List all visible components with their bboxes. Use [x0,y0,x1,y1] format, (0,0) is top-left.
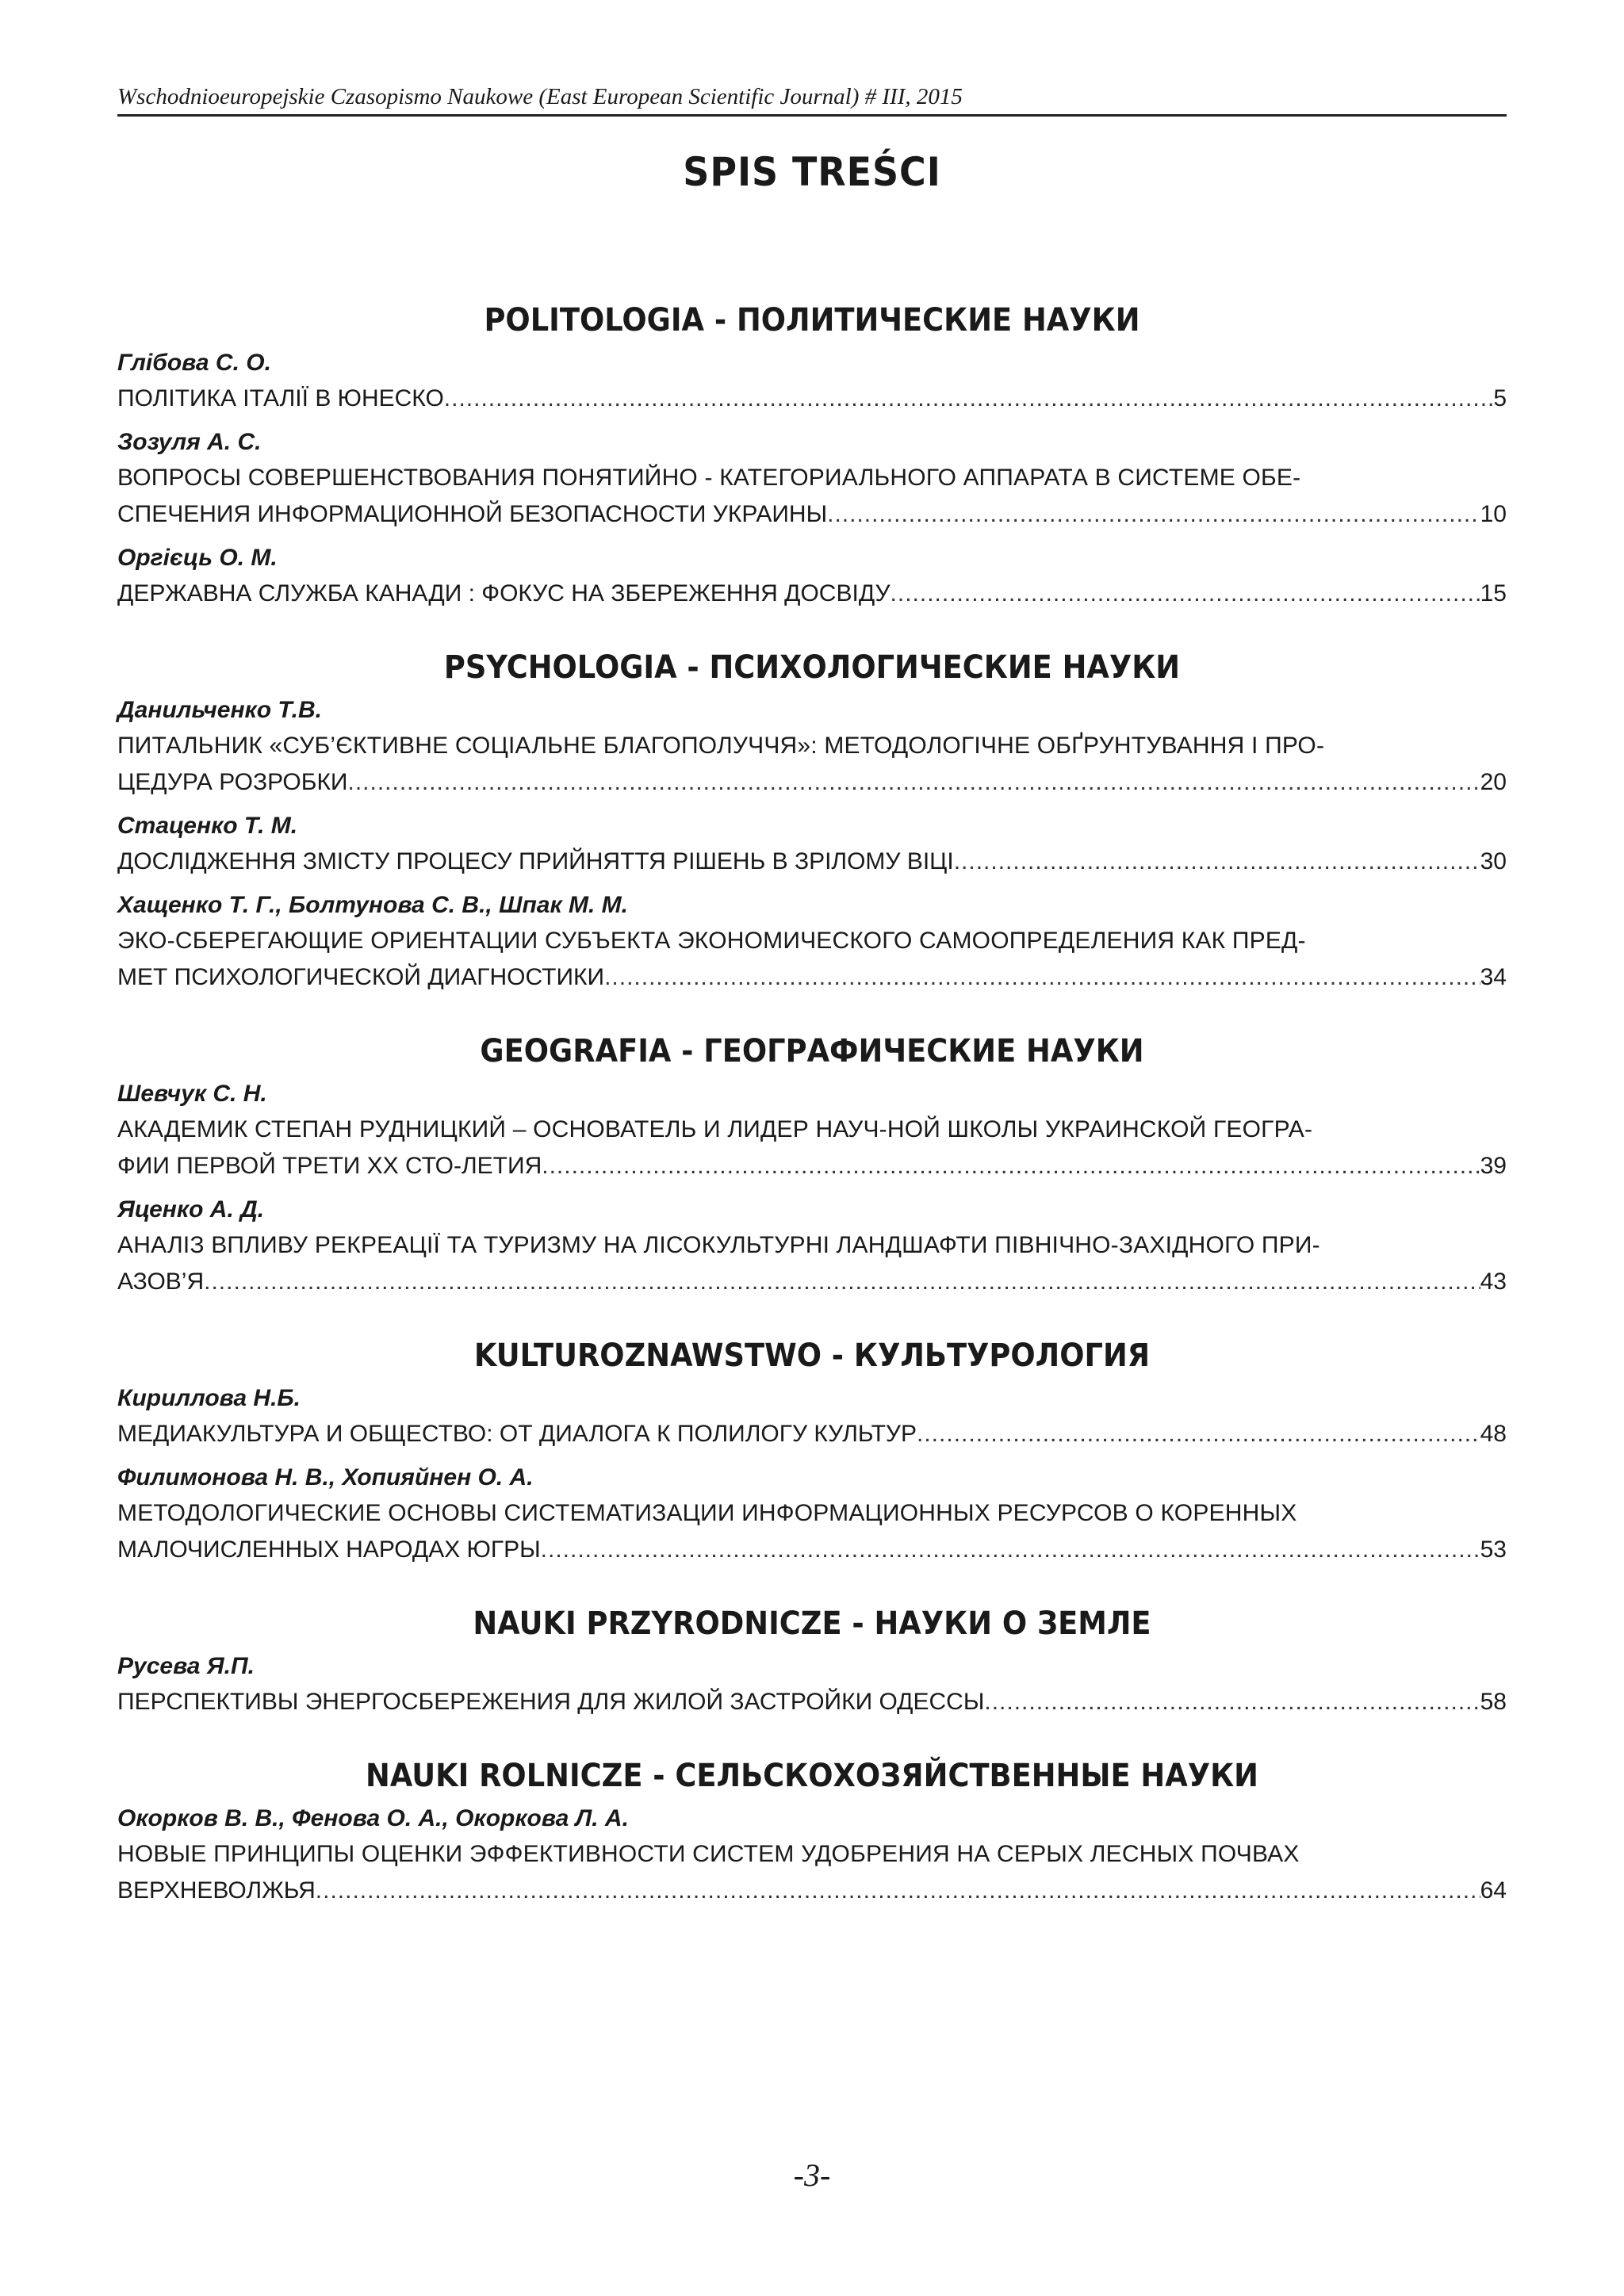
entry-title-last-line [117,1532,1507,1568]
dot-leader [316,1873,1480,1909]
entry-author: Глібова С. О. [117,350,271,376]
entry-title-line: МЕТОДОЛОГИЧЕСКИЕ ОСНОВЫ СИСТЕМАТИЗАЦИИ ИНФОРМАЦИОННЫХ РЕСУРСОВ О КОРЕННЫХ [117,1500,1297,1526]
entry-title-last-line [117,1264,1507,1300]
entry-title-line: ВОПРОСЫ СОВЕРШЕНСТВОВАНИЯ ПОНЯТИЙНО - КАТЕГОРИАЛЬНОГО АППАРАТА В СИСТЕМЕ ОБЕ- [117,465,1301,491]
entry-title-text: ФИИ ПЕРВОЙ ТРЕТИ ХХ СТО-ЛЕТИЯ [117,1153,542,1179]
entry-title-text: ДОСЛІДЖЕННЯ ЗМІСТУ ПРОЦЕСУ ПРИЙНЯТТЯ РІШЕНЬ В ЗРІЛОМУ ВІЦІ [117,848,954,874]
dot-leader [204,1264,1480,1300]
dot-leader [347,764,1480,801]
section-heading: NAUKI ROLNICZE - СЕЛЬСКОХОЗЯЙСТВЕННЫЕ НАУКИ [366,1758,1258,1794]
entry-author: Оргієць О. М. [117,545,278,571]
entry-page-number[interactable]: 48 [1480,1421,1507,1447]
entry-author: Окорков В. В., Фенова О. А., Окоркова Л. А. [117,1805,629,1831]
entry-author: Данильченко Т.В. [117,697,322,723]
entry-title-last-line [117,1148,1507,1184]
entry-title-last-line [117,1873,1507,1909]
entry-page-number[interactable]: 64 [1480,1877,1507,1904]
entry-page-number[interactable]: 58 [1480,1689,1507,1715]
entry-page-number[interactable]: 10 [1480,501,1507,527]
toc-entry[interactable] [117,346,1507,417]
page-number: -3- [793,2157,831,2193]
entry-page-number[interactable]: 30 [1480,848,1507,874]
entry-author: Стаценко Т. М. [117,813,298,839]
toc-entry[interactable] [117,888,1507,996]
entry-title-line: АКАДЕМИК СТЕПАН РУДНИЦКИЙ – ОСНОВАТЕЛЬ И ЛИДЕР НАУЧ-НОЙ ШКОЛЫ УКРАИНСКОЙ ГЕОГРА- [117,1116,1313,1142]
dot-leader [444,381,1494,417]
entry-title-last-line [117,844,1507,880]
entry-title-last-line [117,1416,1507,1452]
entry-title-line: ЭКО-СБЕРЕГАЮЩИЕ ОРИЕНТАЦИИ СУБЪЕКТА ЭКОНОМИЧЕСКОГО САМООПРЕДЕЛЕНИЯ КАК ПРЕД- [117,928,1306,954]
table-of-contents [117,300,1507,1944]
entry-title-last-line [117,1684,1507,1720]
entry-author: Хащенко Т. Г., Болтунова С. В., Шпак М. М. [117,892,628,918]
entry-title-last-line [117,959,1507,996]
entry-title-last-line [117,764,1507,801]
dot-leader [984,1684,1480,1720]
toc-entry[interactable] [117,541,1507,612]
entry-title-last-line [117,576,1507,612]
toc-section [117,1755,1507,1909]
entry-author: Яценко А. Д. [117,1196,265,1223]
toc-entry[interactable] [117,1801,1507,1909]
entry-page-number[interactable]: 20 [1480,769,1507,795]
entry-title-line: НОВЫЕ ПРИНЦИПЫ ОЦЕНКИ ЭФФЕКТИВНОСТИ СИСТЕМ УДОБРЕНИЯ НА СЕРЫХ ЛЕСНЫХ ПОЧВАХ [117,1841,1300,1867]
entry-author: Русева Я.П. [117,1653,255,1679]
toc-section [117,300,1507,612]
entry-title-text: ПОЛІТИКА ІТАЛІЇ В ЮНЕСКО [117,385,444,411]
entry-title-text: ДЕРЖАВНА СЛУЖБА КАНАДИ : ФОКУС НА ЗБЕРЕЖЕННЯ ДОСВІДУ [117,580,891,607]
toc-section [117,647,1507,996]
dot-leader [542,1148,1480,1184]
toc-entry[interactable] [117,1192,1507,1300]
entry-title-text: ПЕРСПЕКТИВЫ ЭНЕРГОСБЕРЕЖЕНИЯ ДЛЯ ЖИЛОЙ ЗАСТРОЙКИ ОДЕССЫ [117,1689,985,1715]
entry-title-text: МЕДИАКУЛЬТУРА И ОБЩЕСТВО: ОТ ДИАЛОГА К ПОЛИЛОГУ КУЛЬТУР [117,1421,917,1447]
entry-title-last-line [117,381,1507,417]
section-heading: POLITOLOGIA - ПОЛИТИЧЕСКИЕ НАУКИ [484,302,1140,339]
dot-leader [541,1532,1480,1568]
section-heading: KULTUROZNAWSTWO - КУЛЬТУРОЛОГИЯ [473,1337,1151,1374]
entry-title-line: АНАЛІЗ ВПЛИВУ РЕКРЕАЦІЇ ТА ТУРИЗМУ НА ЛІСОКУЛЬТУРНІ ЛАНДШАФТИ ПІВНІЧНО-ЗАХІДНОГО ПРИ- [117,1232,1320,1258]
dot-leader [917,1416,1480,1452]
running-header: Wschodnioeuropejskie Czasopismo Naukowe (East European Scientific Journal) # III, 2015 [117,82,1507,117]
entry-author: Филимонова Н. В., Хопияйнен О. А. [117,1464,534,1490]
toc-entry[interactable] [117,1649,1507,1720]
section-heading: NAUKI PRZYRODNICZE - НАУКИ О ЗЕМЛЕ [473,1605,1151,1642]
entry-title-text: АЗОВ’Я [117,1269,205,1295]
entry-author: Зозуля А. С. [117,429,262,455]
entry-page-number[interactable]: 15 [1480,580,1507,607]
entry-page-number[interactable]: 5 [1493,385,1507,411]
entry-page-number[interactable]: 53 [1480,1536,1507,1563]
toc-entry[interactable] [117,693,1507,801]
toc-entry[interactable] [117,809,1507,880]
entry-page-number[interactable]: 34 [1480,964,1507,990]
section-heading: GEOGRAFIA - ГЕОГРАФИЧЕСКИЕ НАУКИ [480,1033,1144,1070]
toc-entry[interactable] [117,1460,1507,1568]
section-heading: PSYCHOLOGIA - ПСИХОЛОГИЧЕСКИЕ НАУКИ [443,649,1181,686]
entry-author: Кириллова Н.Б. [117,1385,301,1411]
entry-title-last-line [117,496,1507,533]
entry-title-text: МАЛОЧИСЛЕННЫХ НАРОДАХ ЮГРЫ [117,1536,541,1563]
dot-leader [827,496,1480,533]
toc-entry[interactable] [117,1077,1507,1184]
toc-section [117,1031,1507,1300]
entry-title-text: МЕТ ПСИХОЛОГИЧЕСКОЙ ДИАГНОСТИКИ [117,964,605,990]
dot-leader [604,959,1480,996]
toc-section [117,1603,1507,1720]
dot-leader [954,844,1480,880]
entry-page-number[interactable]: 39 [1480,1153,1507,1179]
page-title: SPIS TREŚCI [683,149,941,195]
dot-leader [891,576,1480,612]
toc-entry[interactable] [117,1381,1507,1452]
entry-page-number[interactable]: 43 [1480,1269,1507,1295]
toc-section [117,1335,1507,1568]
entry-title-text: ЦЕДУРА РОЗРОБКИ [117,769,348,795]
entry-title-text: ВЕРХНЕВОЛЖЬЯ [117,1877,316,1904]
entry-author: Шевчук С. Н. [117,1081,267,1107]
toc-entry[interactable] [117,425,1507,533]
entry-title-line: ПИТАЛЬНИК «СУБ’ЄКТИВНЕ СОЦІАЛЬНЕ БЛАГОПОЛУЧЧЯ»: МЕТОДОЛОГІЧНЕ ОБҐРУНТУВАННЯ І ПРО- [117,733,1325,759]
entry-title-text: СПЕЧЕНИЯ ИНФОРМАЦИОННОЙ БЕЗОПАСНОСТИ УКРАИНЫ [117,501,828,527]
